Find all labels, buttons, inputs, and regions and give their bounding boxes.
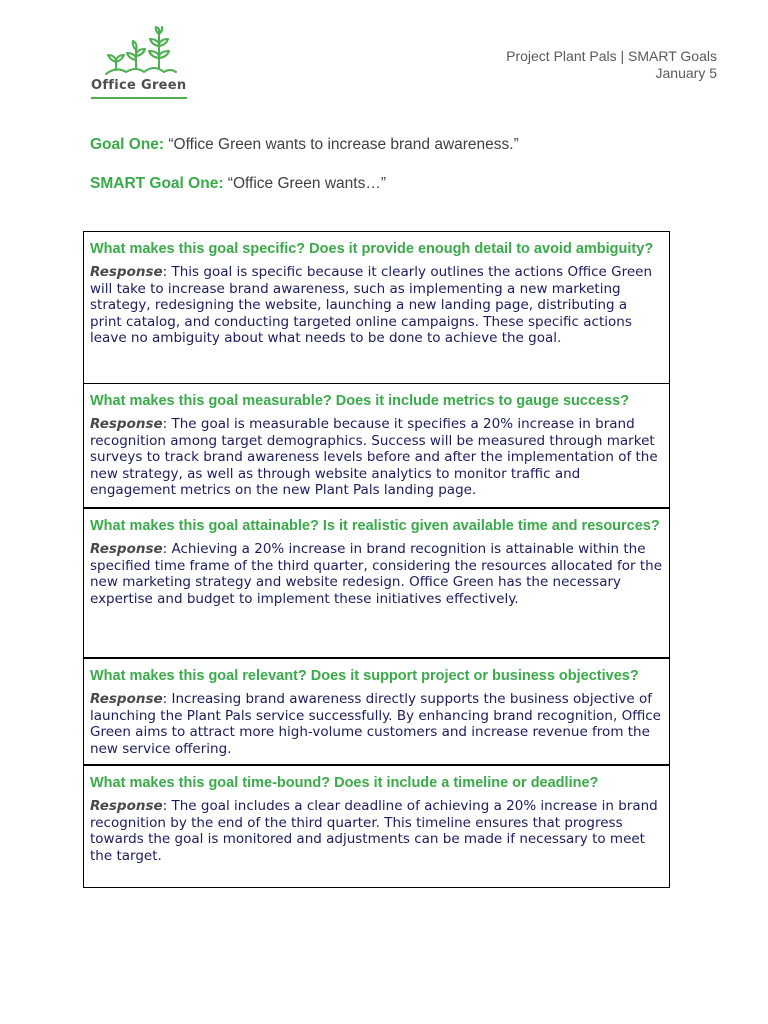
smart-criteria-table: [83, 231, 670, 888]
smart-goal-one: [90, 175, 386, 193]
goal-one-label: Goal One:: [90, 136, 165, 153]
response-label: Response: [90, 691, 163, 707]
response-specific: [90, 264, 663, 347]
response-label: Response: [90, 798, 163, 814]
logo-text: Office Green: [91, 78, 187, 93]
question-relevant: What makes this goal relevant? Does it support project or business objectives?: [90, 668, 639, 684]
response-attainable: [90, 541, 663, 607]
question-attainable: What makes this goal attainable? Is it realistic given available time and resources?: [90, 518, 660, 534]
question-time-bound: What makes this goal time-bound? Does it include a timeline or deadline?: [90, 775, 599, 791]
question-measurable: What makes this goal measurable? Does it include metrics to gauge success?: [90, 393, 630, 409]
table-row-measurable: [84, 383, 669, 507]
table-row-attainable: [84, 507, 669, 657]
smart-goal-one-text: “Office Green wants…”: [227, 175, 387, 192]
table-row-relevant: [84, 657, 669, 764]
response-label: Response: [90, 416, 163, 432]
response-text: : Achieving a 20% increase in brand recognition is attainable within the specified time frame of the third quarter, considering the resources allocated for the new marketing strategy and website redesign. Office Green has the necessary expertise and budget to implement these initiatives effectively.: [90, 541, 663, 607]
smart-goal-one-label: SMART Goal One:: [90, 175, 224, 192]
response-time-bound: [90, 798, 663, 864]
goal-one: [90, 136, 519, 154]
response-relevant: [90, 691, 663, 757]
header-date: January 5: [655, 65, 717, 81]
response-measurable: [90, 416, 663, 499]
response-label: Response: [90, 264, 163, 280]
response-text: : Increasing brand awareness directly supports the business objective of launching the Plant Pals service successfully. By enhancing brand recognition, Office Green aims to attract more high-volume customers and increase revenue from the new service offering.: [90, 691, 661, 757]
question-specific: What makes this goal specific? Does it provide enough detail to avoid ambiguity?: [90, 241, 654, 257]
goal-one-text: “Office Green wants to increase brand awareness.”: [168, 136, 519, 153]
table-row-time-bound: [84, 764, 669, 887]
response-label: Response: [90, 541, 163, 557]
response-text: : The goal includes a clear deadline of achieving a 20% increase in brand recognition by the end of the third quarter. This timeline ensures that progress towards the goal is monitored and adjustments can be made if necessary to meet the target.: [90, 798, 658, 864]
response-text: : The goal is measurable because it specifies a 20% increase in brand recognition among target demographics. Success will be measured through market surveys to track brand awareness levels before and after the implementation of the new strategy, as well as through website analytics to monitor traffic and engagement metrics on the new Plant Pals landing page.: [90, 416, 658, 499]
table-row-specific: [84, 232, 669, 383]
sprouts-icon: [104, 26, 178, 78]
response-text: : This goal is specific because it clearly outlines the actions Office Green will take to increase brand awareness, such as implementing a new marketing strategy, redesigning the website, launching a new landing page, distributing a print catalog, and conducting targeted online campaigns. These specific actions leave no ambiguity about what needs to be done to achieve the goal.: [90, 264, 653, 347]
logo-underline: [91, 97, 187, 99]
office-green-logo: [90, 26, 190, 102]
document-header: [506, 48, 717, 82]
project-title: Project Plant Pals | SMART Goals: [506, 48, 717, 64]
